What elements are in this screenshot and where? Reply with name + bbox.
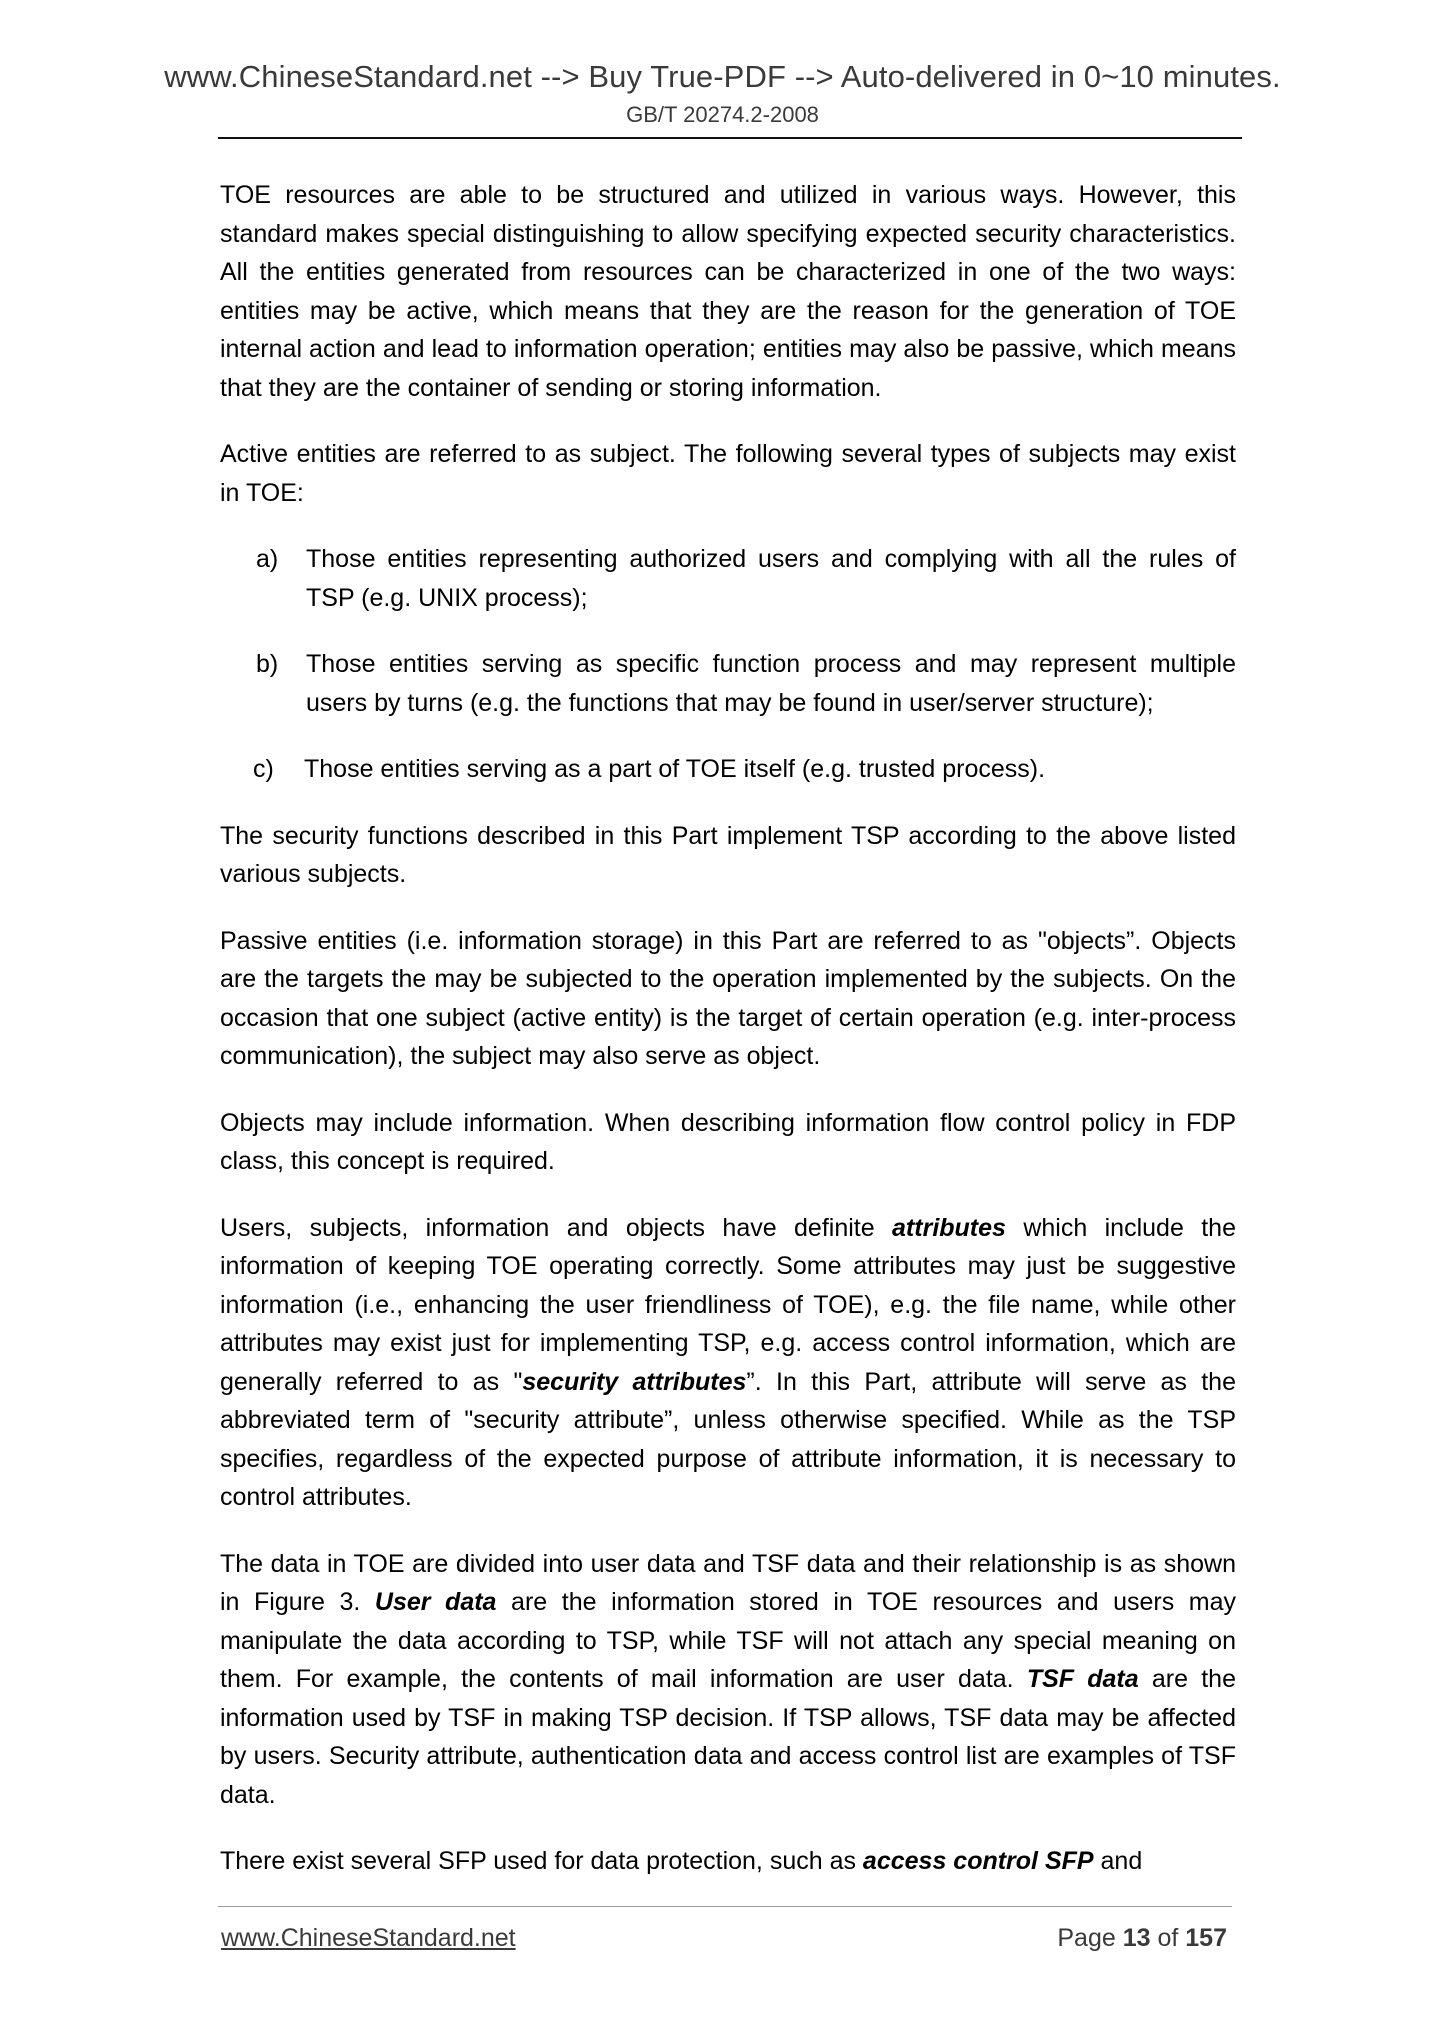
header-banner: www.ChineseStandard.net --> Buy True-PDF --> Auto-delivered in 0~10 minutes. xyxy=(164,59,1281,94)
paragraph-objects-information: Objects may include information. When describing information flow control policy in FDP class, this concept is required. xyxy=(220,1108,1236,1175)
list-item-text: Those entities serving as specific function process and may represent multiple users by turns (e.g. the functions that may be found in user/server structure); xyxy=(306,650,1236,717)
document-body xyxy=(220,176,1236,1909)
paragraph-security-functions: The security functions described in this Part implement TSP according to the above listed various subjects. xyxy=(220,821,1236,888)
paragraph-toe-resources: TOE resources are able to be structured and utilized in various ways. However, this standard makes special distinguishing to allow specifying expected security characteristics. All the entities generated from resources can be characterized in one of the two ways: entities may be active, which means that they are the reason for the generation of TOE internal action and lead to information operation; entities may also be passive, which means that they are the container of sending or storing information. xyxy=(220,181,1236,402)
text-run: and xyxy=(1093,1847,1143,1875)
list-marker: b) xyxy=(256,650,279,678)
paragraph-sfp xyxy=(220,1842,1236,1881)
standard-code: GB/T 20274.2-2008 xyxy=(626,102,819,127)
list-item-text: Those entities serving as a part of TOE itself (e.g. trusted process). xyxy=(304,755,1046,783)
footer-site-link[interactable]: www.ChineseStandard.net xyxy=(221,1924,516,1952)
paragraph-attributes xyxy=(220,1209,1236,1517)
page-number xyxy=(1057,1922,1227,1954)
text-run: There exist several SFP used for data protection, such as xyxy=(220,1847,863,1875)
term-user-data: User data xyxy=(374,1588,497,1616)
list-marker: a) xyxy=(256,545,279,573)
footer-divider xyxy=(218,1906,1232,1907)
page-header xyxy=(0,58,1445,130)
paragraph-data-types xyxy=(220,1545,1236,1815)
subject-types-list xyxy=(220,540,1236,789)
list-item xyxy=(220,645,1236,722)
paragraph-active-entities: Active entities are referred to as subject. The following several types of subjects may exist in TOE: xyxy=(220,440,1236,507)
list-item xyxy=(220,540,1236,617)
page-of: of xyxy=(1157,1924,1179,1952)
paragraph-passive-entities: Passive entities (i.e. information storage) in this Part are referred to as "objects”. Objects are the targets the may be subjected to the operation implemented by the subjects. On the occasion that one subject (active entity) is the target of certain operation (e.g. inter-process communication), the subject may also serve as object. xyxy=(220,926,1236,1070)
term-access-control-sfp: access control SFP xyxy=(862,1847,1094,1875)
list-marker: c) xyxy=(253,755,274,783)
list-item xyxy=(220,750,1236,789)
text-run: The data in TOE are divided into user data and TSF data and their relationship is as shown in Figure 3. xyxy=(220,1549,1236,1616)
text-run: Users, subjects, information and objects have definite xyxy=(220,1213,893,1242)
term-security-attributes: security attributes xyxy=(522,1367,747,1396)
text-run: ”. In this Part, attribute will serve as the abbreviated term of "security attribute”, unless otherwise specified. While as the TSP specifies, regardless of the expected purpose of attribute information, it is necessary to control attributes. xyxy=(220,1367,1236,1511)
term-tsf-data: TSF data xyxy=(1026,1665,1139,1693)
list-item-text: Those entities representing authorized users and complying with all the rules of TSP (e.g. UNIX process); xyxy=(306,545,1236,612)
term-attributes: attributes xyxy=(892,1213,1006,1242)
page-current: 13 xyxy=(1122,1924,1151,1952)
page-total: 157 xyxy=(1185,1924,1227,1952)
text-run: which include the information of keeping TOE operating correctly. Some attributes may just be suggestive information (i.e., enhancing the user friendliness of TOE), e.g. the file name, while other attributes may exist just for implementing TSP, e.g. access control information, which are generally referred to as " xyxy=(220,1213,1236,1396)
text-run: are the information stored in TOE resources and users may manipulate the data according to TSP, while TSF will not attach any special meaning on them. For example, the contents of mail information are user data. xyxy=(220,1588,1236,1693)
page-label: Page xyxy=(1057,1924,1116,1952)
header-divider xyxy=(218,137,1242,139)
text-run: are the information used by TSF in making TSP decision. If TSP allows, TSF data may be affected by users. Security attribute, authentication data and access control list are examples of TSF data. xyxy=(220,1665,1236,1809)
